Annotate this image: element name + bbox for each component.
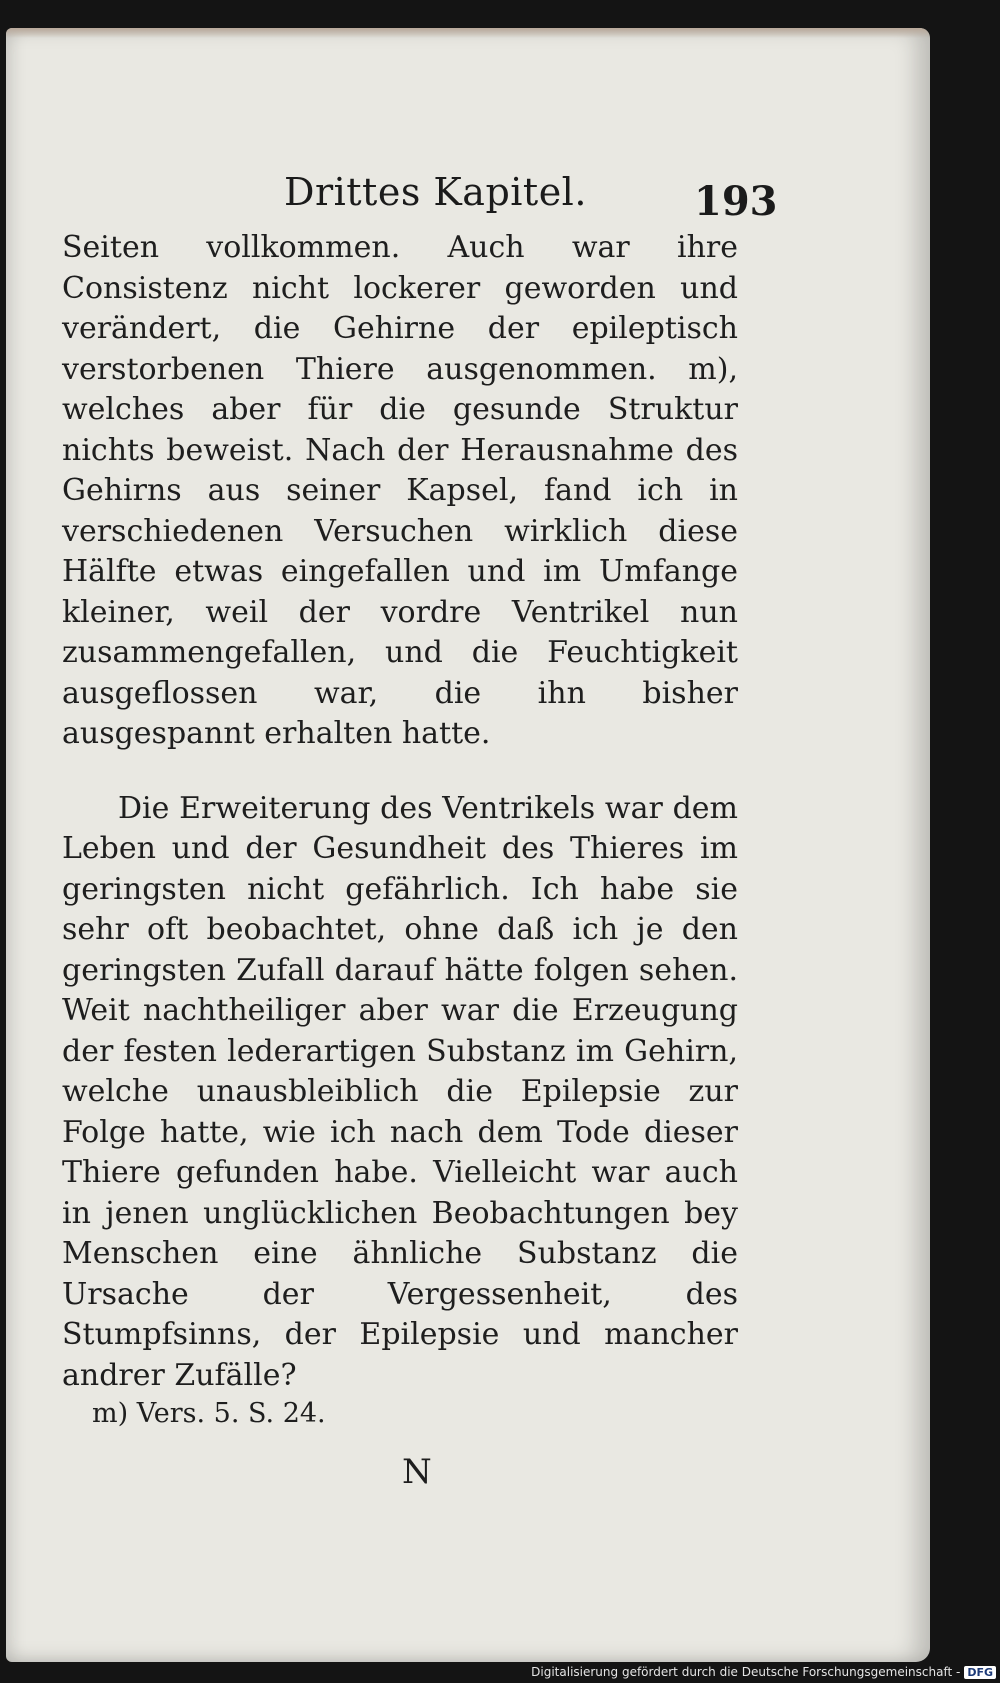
running-head bbox=[6, 170, 930, 226]
dfg-logo: DFG bbox=[964, 1666, 996, 1679]
chapter-title: Drittes Kapitel. bbox=[284, 170, 587, 214]
body-text bbox=[62, 228, 738, 1396]
page-number: 193 bbox=[694, 178, 778, 225]
paragraph-1: Seiten vollkommen. Auch war ihre Consistenz nicht lockerer geworden und verändert, die Gehirne der epileptisch verstorbenen Thiere ausgenommen. m), welches aber für die gesunde Struktur nichts beweist. Nach der Herausnahme des Gehirns aus seiner Kapsel, fand ich in verschiedenen Versuchen wirklich diese Hälfte etwas eingefallen und im Umfange kleiner, weil der vordre Ventrikel nun zusammengefallen, und die Feuchtigkeit ausgeflossen war, die ihn bisher ausgespannt erhalten hatte. bbox=[62, 230, 738, 751]
scan-credit bbox=[531, 1663, 996, 1681]
scan-credit-text: Digitalisierung gefördert durch die Deutsche Forschungsgemeinschaft - bbox=[531, 1665, 961, 1679]
book-page bbox=[6, 28, 930, 1662]
signature-mark: N bbox=[402, 1452, 432, 1492]
footnote: m) Vers. 5. S. 24. bbox=[92, 1398, 326, 1429]
paragraph-2: Die Erweiterung des Ventrikels war dem Leben und der Gesundheit des Thieres im geringsten nicht gefährlich. Ich habe sie sehr oft beobachtet, ohne daß ich je den geringsten Zufall darauf hätte folgen sehen. Weit nachtheiliger aber war die Erzeugung der festen lederartigen Substanz im Gehirn, welche unausbleiblich die Epilepsie zur Folge hatte, wie ich nach dem Tode dieser Thiere gefunden habe. Vielleicht war auch in jenen unglücklichen Beobachtungen bey Menschen eine ähnliche Substanz die Ursache der Vergessenheit, des Stumpfsinns, der Epilepsie und mancher andrer Zufälle? bbox=[62, 790, 738, 1393]
